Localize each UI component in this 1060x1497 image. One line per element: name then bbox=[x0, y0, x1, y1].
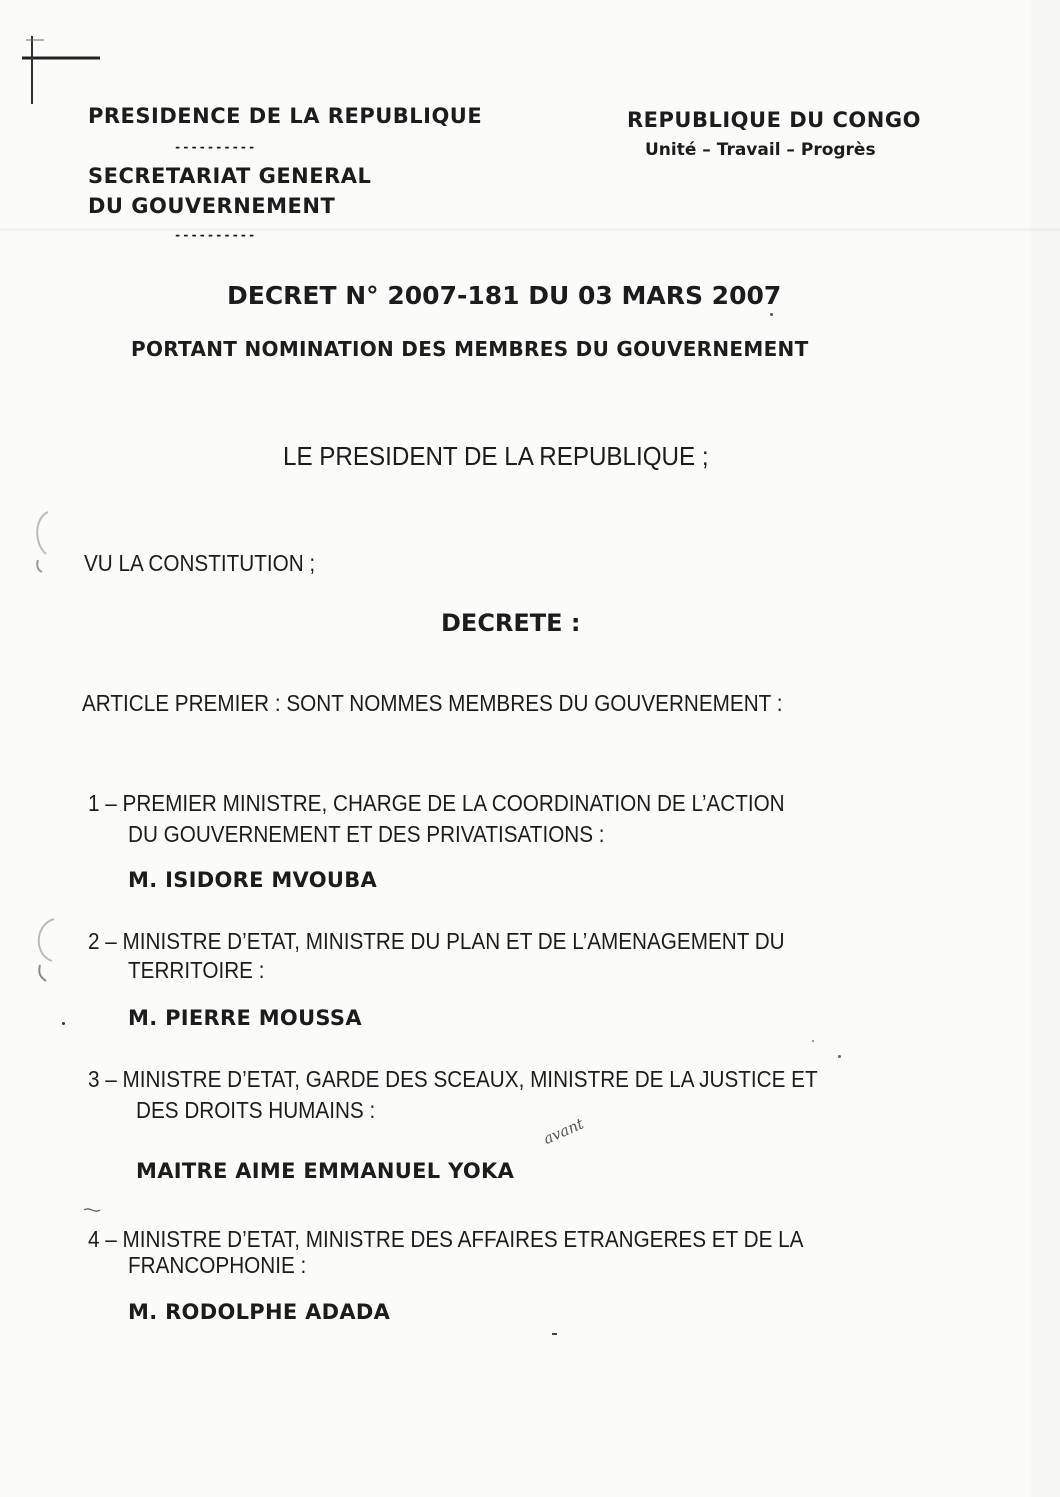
member-office-line1: 4 – MINISTRE D’ETAT, MINISTRE DES AFFAIRES ETRANGERES ET DE LA bbox=[88, 1226, 804, 1252]
member-office-line2: FRANCOPHONIE : bbox=[128, 1252, 307, 1278]
speck bbox=[552, 1333, 557, 1335]
decree-title: DECRET N° 2007-181 DU 03 MARS 2007 bbox=[227, 281, 782, 310]
member-office-line1: 2 – MINISTRE D’ETAT, MINISTRE DU PLAN ET DE L’AMENAGEMENT DU bbox=[88, 928, 785, 954]
member-office-line2: DU GOUVERNEMENT ET DES PRIVATISATIONS : bbox=[128, 821, 605, 847]
article-premier: ARTICLE PREMIER : SONT NOMMES MEMBRES DU GOUVERNEMENT : bbox=[82, 690, 783, 716]
member-office-line2: DES DROITS HUMAINS : bbox=[136, 1097, 376, 1123]
member-name: M. RODOLPHE ADADA bbox=[128, 1300, 391, 1324]
staple-mark-icon bbox=[14, 30, 106, 110]
member-office-line2: TERRITOIRE : bbox=[128, 957, 265, 983]
header-gouvernement: DU GOUVERNEMENT bbox=[88, 194, 336, 218]
member-office-line1: 1 – PREMIER MINISTRE, CHARGE DE LA COORDINATION DE L’ACTION bbox=[88, 790, 785, 816]
decrete-heading: DECRETE : bbox=[441, 609, 581, 637]
member-name: MAITRE AIME EMMANUEL YOKA bbox=[136, 1159, 515, 1183]
member-name: M. PIERRE MOUSSA bbox=[128, 1006, 362, 1030]
member-name: M. ISIDORE MVOUBA bbox=[128, 868, 378, 892]
speck bbox=[62, 1022, 65, 1025]
speck bbox=[812, 1040, 814, 1042]
header-secretariat: SECRETARIAT GENERAL bbox=[88, 164, 372, 188]
scan-edge-shadow bbox=[1030, 0, 1060, 1497]
scan-shadow-line bbox=[0, 228, 1060, 231]
header-dashes: ---------- bbox=[174, 228, 257, 242]
handwritten-tick-icon bbox=[82, 1204, 112, 1224]
speck bbox=[838, 1055, 841, 1058]
member-office-line1: 3 – MINISTRE D’ETAT, GARDE DES SCEAUX, MINISTRE DE LA JUSTICE ET bbox=[88, 1066, 818, 1092]
constitution-line: VU LA CONSTITUTION ; bbox=[84, 550, 316, 576]
handwritten-annotation: avant bbox=[540, 1114, 587, 1148]
punch-hole-mark-icon bbox=[30, 508, 54, 578]
speck bbox=[770, 313, 773, 316]
punch-hole-mark-icon bbox=[30, 915, 60, 987]
decree-subtitle: PORTANT NOMINATION DES MEMBRES DU GOUVERNEMENT bbox=[131, 337, 809, 361]
header-presidence: PRESIDENCE DE LA REPUBLIQUE bbox=[88, 104, 483, 128]
president-heading: LE PRESIDENT DE LA REPUBLIQUE ; bbox=[283, 441, 709, 471]
header-dashes: ---------- bbox=[174, 140, 257, 154]
header-motto: Unité – Travail – Progrès bbox=[645, 140, 876, 160]
header-republique: REPUBLIQUE DU CONGO bbox=[627, 108, 921, 132]
